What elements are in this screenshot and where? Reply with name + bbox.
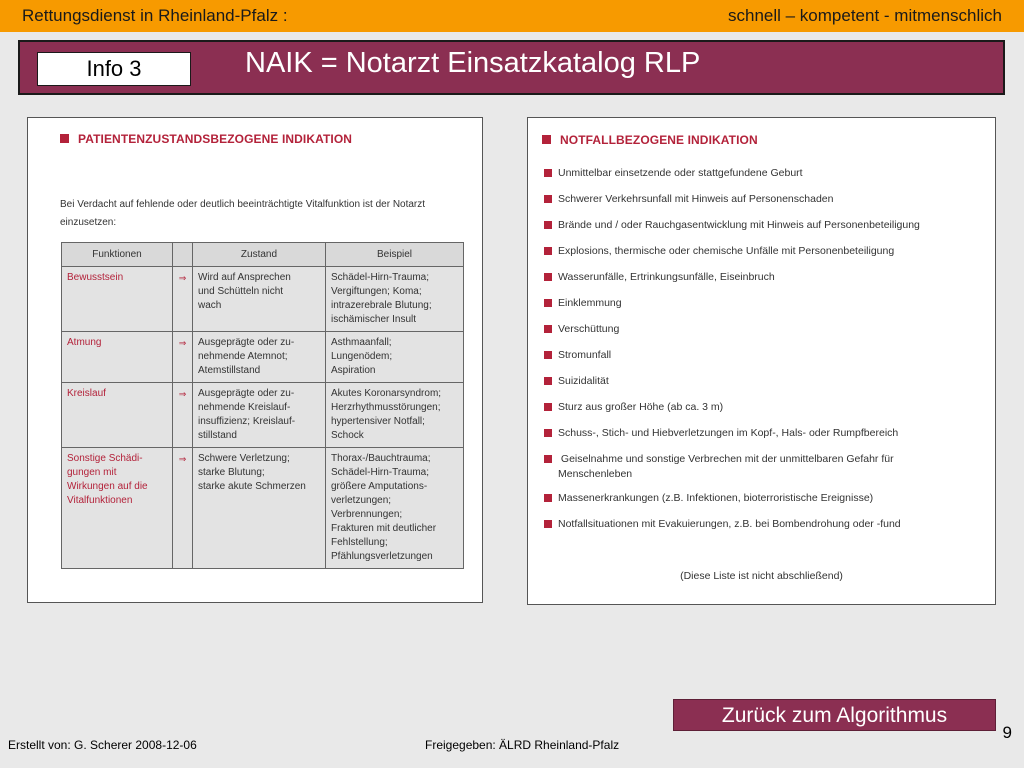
square-bullet-icon	[544, 299, 552, 307]
list-item-text: Brände und / oder Rauchgasentwicklung mit Hinweis auf Personenbeteiligung	[558, 219, 920, 231]
beispiel-cell-line: Akutes Koronarsyndrom;	[331, 388, 442, 399]
beispiel-cell-line: verletzungen;	[331, 495, 392, 506]
col-header-beispiel: Beispiel	[326, 243, 464, 267]
arrow-icon: ⇒	[173, 383, 193, 448]
list-item	[542, 452, 987, 482]
square-bullet-icon	[544, 351, 552, 359]
square-bullet-icon	[542, 135, 551, 144]
beispiel-cell-line: Vergiftungen; Koma;	[331, 286, 422, 297]
zustand-cell	[193, 267, 326, 332]
list-item-text: Geiselnahme und sonstige Verbrechen mit der unmittelbaren Gefahr für	[558, 453, 894, 465]
col-header-zustand: Zustand	[193, 243, 326, 267]
list-item	[542, 296, 987, 311]
list-item-text: Einklemmung	[558, 297, 622, 309]
zustand-cell-line: Schwere Verletzung;	[198, 453, 290, 464]
beispiel-cell-line: hypertensiver Notfall;	[331, 416, 425, 427]
emergency-list	[542, 166, 987, 543]
square-bullet-icon	[544, 494, 552, 502]
header-left: Rettungsdienst in Rheinland-Pfalz :	[22, 6, 288, 25]
funktion-cell	[62, 267, 173, 332]
funktion-cell-line: Bewusstsein	[67, 272, 124, 283]
beispiel-cell-line: ischämischer Insult	[331, 314, 417, 325]
square-bullet-icon	[544, 429, 552, 437]
zustand-cell	[193, 383, 326, 448]
title-bar	[18, 40, 1005, 95]
zustand-cell-line: Ausgeprägte oder zu-	[198, 388, 295, 399]
square-bullet-icon	[544, 195, 552, 203]
zustand-cell-line: insuffizienz; Kreislauf-	[198, 416, 296, 427]
beispiel-cell-line: Schädel-Hirn-Trauma;	[331, 467, 429, 478]
list-item	[542, 491, 987, 506]
funktion-cell-line: Vitalfunktionen	[67, 495, 133, 506]
square-bullet-icon	[544, 377, 552, 385]
table-row	[62, 383, 464, 448]
beispiel-cell	[326, 383, 464, 448]
list-item	[542, 270, 987, 285]
beispiel-cell-line: Schock	[331, 430, 364, 441]
square-bullet-icon	[544, 455, 552, 463]
table-row	[62, 448, 464, 569]
beispiel-cell-line: intrazerebrale Blutung;	[331, 300, 432, 311]
beispiel-cell-line: Lungenödem;	[331, 351, 393, 362]
list-item-text: Menschenleben	[558, 468, 633, 480]
list-item	[542, 426, 987, 441]
zustand-cell-line: und Schütteln nicht	[198, 286, 284, 297]
list-item	[542, 348, 987, 363]
zustand-cell-line: nehmende Atemnot;	[198, 351, 288, 362]
page-number: 9	[1002, 723, 1012, 742]
square-bullet-icon	[60, 134, 69, 143]
square-bullet-icon	[544, 325, 552, 333]
list-item-text: Wasserunfälle, Ertrinkungsunfälle, Eiseinbruch	[558, 271, 775, 283]
header-right: schnell – kompetent - mitmenschlich	[727, 6, 1002, 25]
funktion-cell-line: gungen mit	[67, 467, 117, 478]
list-item-text: Unmittelbar einsetzende oder stattgefundene Geburt	[558, 167, 803, 179]
beispiel-cell	[326, 448, 464, 569]
funktion-cell-line: Atmung	[67, 337, 102, 348]
beispiel-cell-line: Schädel-Hirn-Trauma;	[331, 272, 429, 283]
list-item-text: Massenerkrankungen (z.B. Infektionen, bioterroristische Ereignisse)	[558, 492, 874, 504]
footer-approved-by: Freigegeben: ÄLRD Rheinland-Pfalz	[425, 738, 620, 752]
list-item-text: Schwerer Verkehrsunfall mit Hinweis auf Personenschaden	[558, 193, 834, 205]
funktion-cell	[62, 383, 173, 448]
col-header-funktionen: Funktionen	[62, 243, 173, 267]
square-bullet-icon	[544, 273, 552, 281]
beispiel-cell-line: Pfählungsverletzungen	[331, 551, 433, 562]
beispiel-cell-line: Thorax-/Bauchtrauma;	[331, 453, 431, 464]
list-item-text: Stromunfall	[558, 349, 612, 361]
beispiel-cell-line: Aspiration	[331, 365, 376, 376]
arrow-icon: ⇒	[173, 332, 193, 383]
list-item-text: Verschüttung	[558, 323, 620, 335]
zustand-cell-line: wach	[198, 300, 222, 311]
beispiel-cell-line: Asthmaanfall;	[331, 337, 392, 348]
list-item-text: Notfallsituationen mit Evakuierungen, z.B. bei Bombendrohung oder -fund	[558, 518, 901, 530]
zustand-cell-line: stillstand	[198, 430, 237, 441]
square-bullet-icon	[544, 169, 552, 177]
table-row	[62, 332, 464, 383]
beispiel-cell-line: größere Amputations-	[331, 481, 428, 492]
list-item	[542, 400, 987, 415]
funktion-cell-line: Sonstige Schädi-	[67, 453, 143, 464]
info-label: Info 3	[37, 52, 191, 86]
beispiel-cell-line: Verbrennungen;	[331, 509, 403, 520]
list-item	[542, 322, 987, 337]
back-to-algorithm-button[interactable]: Zurück zum Algorithmus	[673, 699, 996, 731]
list-note: (Diese Liste ist nicht abschließend)	[680, 570, 843, 582]
zustand-cell-line: Ausgeprägte oder zu-	[198, 337, 295, 348]
zustand-cell-line: starke Blutung;	[198, 467, 265, 478]
list-item	[542, 517, 987, 532]
list-item-text: Sturz aus großer Höhe (ab ca. 3 m)	[558, 401, 724, 413]
list-item	[542, 166, 987, 181]
list-item-text: Schuss-, Stich- und Hiebverletzungen im Kopf-, Hals- oder Rumpfbereich	[558, 427, 899, 439]
zustand-cell	[193, 448, 326, 569]
square-bullet-icon	[544, 247, 552, 255]
table-header-row	[62, 243, 464, 267]
patient-indication-heading: PATIENTENZUSTANDSBEZOGENE INDIKATION	[60, 132, 352, 146]
zustand-cell	[193, 332, 326, 383]
col-header-arrow	[173, 243, 193, 267]
zustand-cell-line: nehmende Kreislauf-	[198, 402, 291, 413]
arrow-icon: ⇒	[173, 267, 193, 332]
beispiel-cell-line: Herzrhythmusstörungen;	[331, 402, 441, 413]
beispiel-cell	[326, 267, 464, 332]
funktion-cell-line: Wirkungen auf die	[67, 481, 148, 492]
arrow-icon: ⇒	[173, 448, 193, 569]
list-item-text: Explosions, thermische oder chemische Unfälle mit Personenbeteiligung	[558, 245, 895, 257]
header-bar	[0, 0, 1024, 32]
intro-text: Bei Verdacht auf fehlende oder deutlich beeinträchtigte Vitalfunktion ist der Notarzt einzusetzen:	[60, 199, 426, 228]
indication-table	[61, 242, 464, 569]
beispiel-cell-line: Frakturen mit deutlicher	[331, 523, 437, 534]
funktion-cell-line: Kreislauf	[67, 388, 106, 399]
zustand-cell-line: starke akute Schmerzen	[198, 481, 306, 492]
funktion-cell	[62, 448, 173, 569]
square-bullet-icon	[544, 403, 552, 411]
patient-indication-panel	[27, 117, 483, 603]
footer-created-by: Erstellt von: G. Scherer 2008-12-06	[8, 738, 197, 752]
list-item	[542, 218, 987, 233]
list-item	[542, 192, 987, 207]
beispiel-cell	[326, 332, 464, 383]
list-item	[542, 244, 987, 259]
square-bullet-icon	[544, 520, 552, 528]
emergency-indication-panel	[527, 117, 996, 605]
table-row	[62, 267, 464, 332]
list-item	[542, 374, 987, 389]
square-bullet-icon	[544, 221, 552, 229]
beispiel-cell-line: Fehlstellung;	[331, 537, 388, 548]
funktion-cell	[62, 332, 173, 383]
zustand-cell-line: Wird auf Ansprechen	[198, 272, 291, 283]
emergency-indication-heading: NOTFALLBEZOGENE INDIKATION	[542, 133, 758, 147]
list-item-text: Suizidalität	[558, 375, 609, 387]
zustand-cell-line: Atemstillstand	[198, 365, 261, 376]
page-title: NAIK = Notarzt Einsatzkatalog RLP	[245, 47, 701, 79]
